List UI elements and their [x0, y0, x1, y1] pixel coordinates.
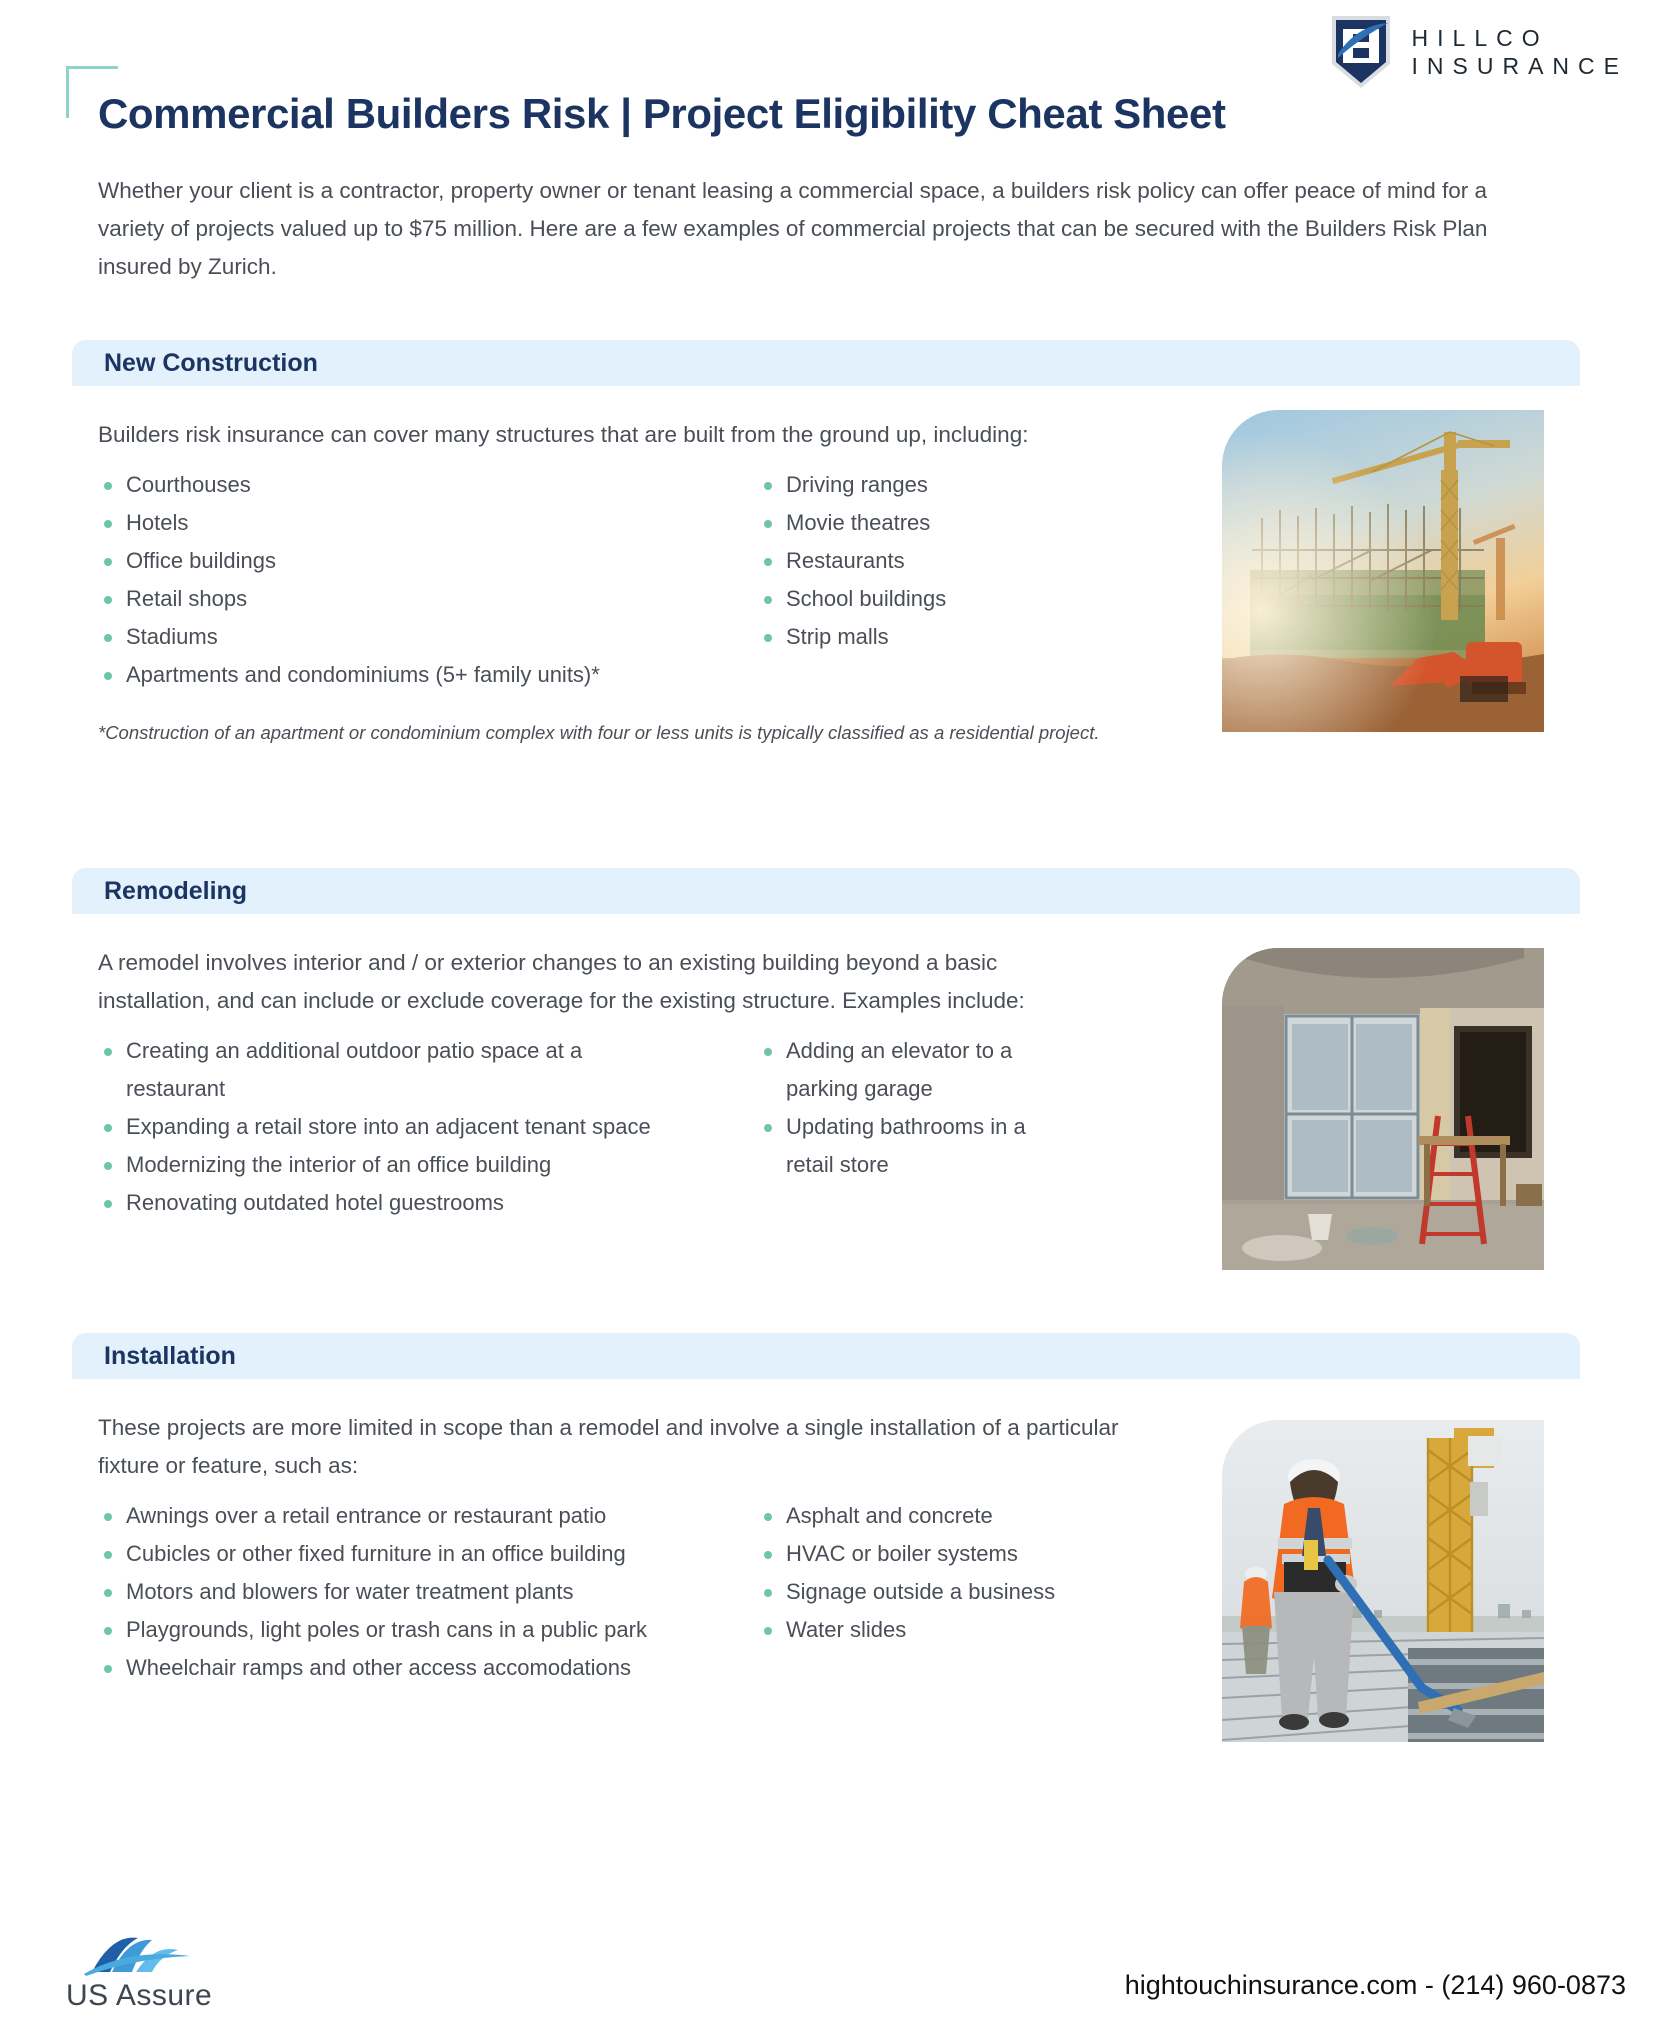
list-item: Strip malls — [758, 618, 1178, 656]
list-item: Updating bathrooms in a retail store — [758, 1108, 1048, 1184]
footer-contact-info: hightouchinsurance.com - (214) 960-0873 — [1124, 1970, 1626, 2000]
list-item: Playgrounds, light poles or trash cans in a public park — [98, 1611, 758, 1649]
hillco-shield-icon — [1330, 14, 1392, 90]
section-heading: Remodeling — [104, 876, 248, 905]
list-item: Stadiums — [98, 618, 758, 656]
list-item: Retail shops — [98, 580, 758, 618]
list-item: Water slides — [758, 1611, 1178, 1649]
section-banner-remodeling — [72, 868, 1580, 914]
list-item: Apartments and condominiums (5+ family units)* — [98, 656, 758, 694]
list-item: Movie theatres — [758, 504, 1178, 542]
logo-line-insurance: INSURANCE — [1411, 52, 1628, 79]
list-item: Wheelchair ramps and other access accomodations — [98, 1649, 758, 1687]
section-banner-installation — [72, 1333, 1580, 1379]
hillco-wordmark — [1411, 24, 1628, 79]
section-footnote: *Construction of an apartment or condominium complex with four or less units is typically classified as a residential project. — [98, 722, 1100, 743]
list-item: Expanding a retail store into an adjacent tenant space — [98, 1108, 758, 1146]
list-item: Awnings over a retail entrance or restaurant patio — [98, 1497, 758, 1535]
section-lead-text: Builders risk insurance can cover many structures that are built from the ground up, including: — [98, 422, 1029, 447]
list-item: Hotels — [98, 504, 758, 542]
bullet-list-right — [758, 1497, 1178, 1687]
us-assure-wordmark: US Assure — [66, 1979, 213, 2012]
list-item: Cubicles or other fixed furniture in an office building — [98, 1535, 758, 1573]
photo-installation — [1222, 1420, 1544, 1742]
logo-line-hillco: HILLCO — [1411, 24, 1549, 51]
bullet-list-right — [758, 1032, 1178, 1222]
hillco-insurance-logo — [1330, 14, 1628, 90]
list-item: HVAC or boiler systems — [758, 1535, 1178, 1573]
bullet-list-left — [98, 1032, 758, 1222]
section-heading: New Construction — [104, 348, 318, 377]
list-item: Office buildings — [98, 542, 758, 580]
list-item: Asphalt and concrete — [758, 1497, 1178, 1535]
list-item: Modernizing the interior of an office building — [98, 1146, 758, 1184]
section-heading: Installation — [104, 1341, 236, 1370]
page-title: Commercial Builders Risk | Project Eligibility Cheat Sheet — [98, 90, 1226, 137]
us-assure-wave-icon — [66, 1963, 206, 1980]
list-item: Renovating outdated hotel guestrooms — [98, 1184, 758, 1222]
list-item: School buildings — [758, 580, 1178, 618]
list-item: Driving ranges — [758, 466, 1178, 504]
list-item: Adding an elevator to a parking garage — [758, 1032, 1048, 1108]
list-item: Courthouses — [98, 466, 758, 504]
list-item: Restaurants — [758, 542, 1178, 580]
bullet-list-right — [758, 466, 1178, 694]
us-assure-logo — [66, 1928, 246, 2013]
list-item: Motors and blowers for water treatment plants — [98, 1573, 758, 1611]
photo-new-construction — [1222, 410, 1544, 732]
intro-paragraph: Whether your client is a contractor, property owner or tenant leasing a commercial space, a builders risk policy can offer peace of mind for a variety of projects valued up to $75 million. Here are a few examples of commercial projects that can be secured with the Builders Risk Plan insured by Zurich. — [98, 178, 1488, 279]
list-item: Creating an additional outdoor patio space at a restaurant — [98, 1032, 658, 1108]
bullet-list-left — [98, 1497, 758, 1687]
photo-remodeling — [1222, 948, 1544, 1270]
list-item: Signage outside a business — [758, 1573, 1178, 1611]
section-lead-text: These projects are more limited in scope than a remodel and involve a single installation of a particular fixture or feature, such as: — [98, 1415, 1119, 1478]
section-banner-new-construction — [72, 340, 1580, 386]
bullet-list-left — [98, 466, 758, 694]
section-lead-text: A remodel involves interior and / or exterior changes to an existing building beyond a basic installation, and can include or exclude coverage for the existing structure. Examples include: — [98, 950, 1025, 1013]
